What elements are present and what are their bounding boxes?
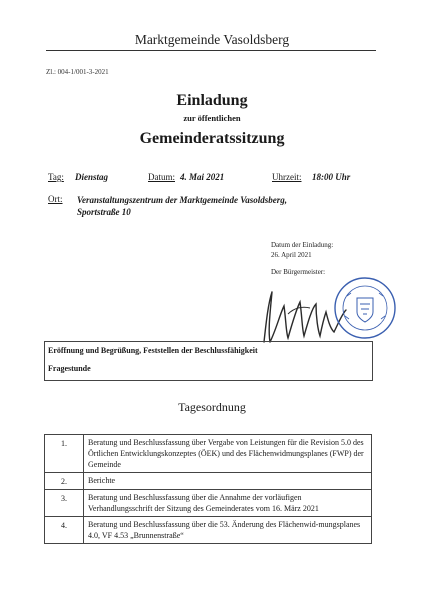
agenda-title: Tagesordnung bbox=[178, 400, 246, 414]
header-divider bbox=[46, 50, 376, 51]
date-label: Datum: bbox=[148, 172, 175, 182]
title-subtitle: zur öffentlichen bbox=[183, 113, 241, 123]
mayor-label: Der Bürgermeister: bbox=[271, 268, 326, 276]
agenda-text: Beratung und Beschlussfassung über Vergabe von Leistungen für die Revision 5.0 des Örtlichen Entwicklungskonzeptes (ÖEK) und des Flächenwidmungsplanes (FWP) der Gemeinde bbox=[84, 435, 372, 473]
opening-item: Eröffnung und Begrüßung, Feststellen der Beschlussfähigkeit bbox=[48, 346, 258, 355]
agenda-row bbox=[45, 435, 372, 473]
date-value: 4. Mai 2021 bbox=[180, 172, 225, 182]
question-time-item: Fragestunde bbox=[48, 364, 91, 373]
agenda-number: 1. bbox=[45, 435, 84, 473]
invitation-date-value: 26. April 2021 bbox=[271, 251, 312, 259]
agenda-text: Beratung und Beschlussfassung über die 53. Änderung des Flächenwid-mungsplanes 4.0, VF 4.53 „Brunnenstraße“ bbox=[84, 517, 372, 544]
agenda-row bbox=[45, 490, 372, 517]
agenda-text: Berichte bbox=[84, 473, 372, 490]
place-value bbox=[77, 194, 287, 218]
title-invitation: Einladung bbox=[176, 92, 248, 109]
agenda-table bbox=[44, 434, 372, 544]
title-meeting: Gemeinderatssitzung bbox=[139, 130, 285, 147]
reference-number: Zl.: 004-1/001-3-2021 bbox=[46, 68, 109, 76]
agenda-number: 4. bbox=[45, 517, 84, 544]
place-line-2: Sportstraße 10 bbox=[77, 207, 131, 217]
day-value: Dienstag bbox=[75, 172, 109, 182]
place-line-1: Veranstaltungszentrum der Marktgemeinde Vasoldsberg, bbox=[77, 195, 288, 205]
agenda-number: 3. bbox=[45, 490, 84, 517]
time-value: 18:00 Uhr bbox=[312, 172, 351, 182]
agenda-number: 2. bbox=[45, 473, 84, 490]
municipal-seal-icon bbox=[333, 276, 397, 340]
time-label: Uhrzeit: bbox=[272, 172, 302, 182]
agenda-row bbox=[45, 517, 372, 544]
invitation-date bbox=[271, 240, 333, 260]
agenda-row bbox=[45, 473, 372, 490]
invitation-date-label: Datum der Einladung: bbox=[271, 241, 334, 249]
agenda-text: Beratung und Beschlussfassung über die Annahme der vorläufigen Verhandlungsschrift der Sitzung des Gemeinderates vom 16. März 2021 bbox=[84, 490, 372, 517]
municipality-header: Marktgemeinde Vasoldsberg bbox=[134, 32, 290, 47]
place-label: Ort: bbox=[48, 194, 63, 204]
day-label: Tag: bbox=[48, 172, 64, 182]
